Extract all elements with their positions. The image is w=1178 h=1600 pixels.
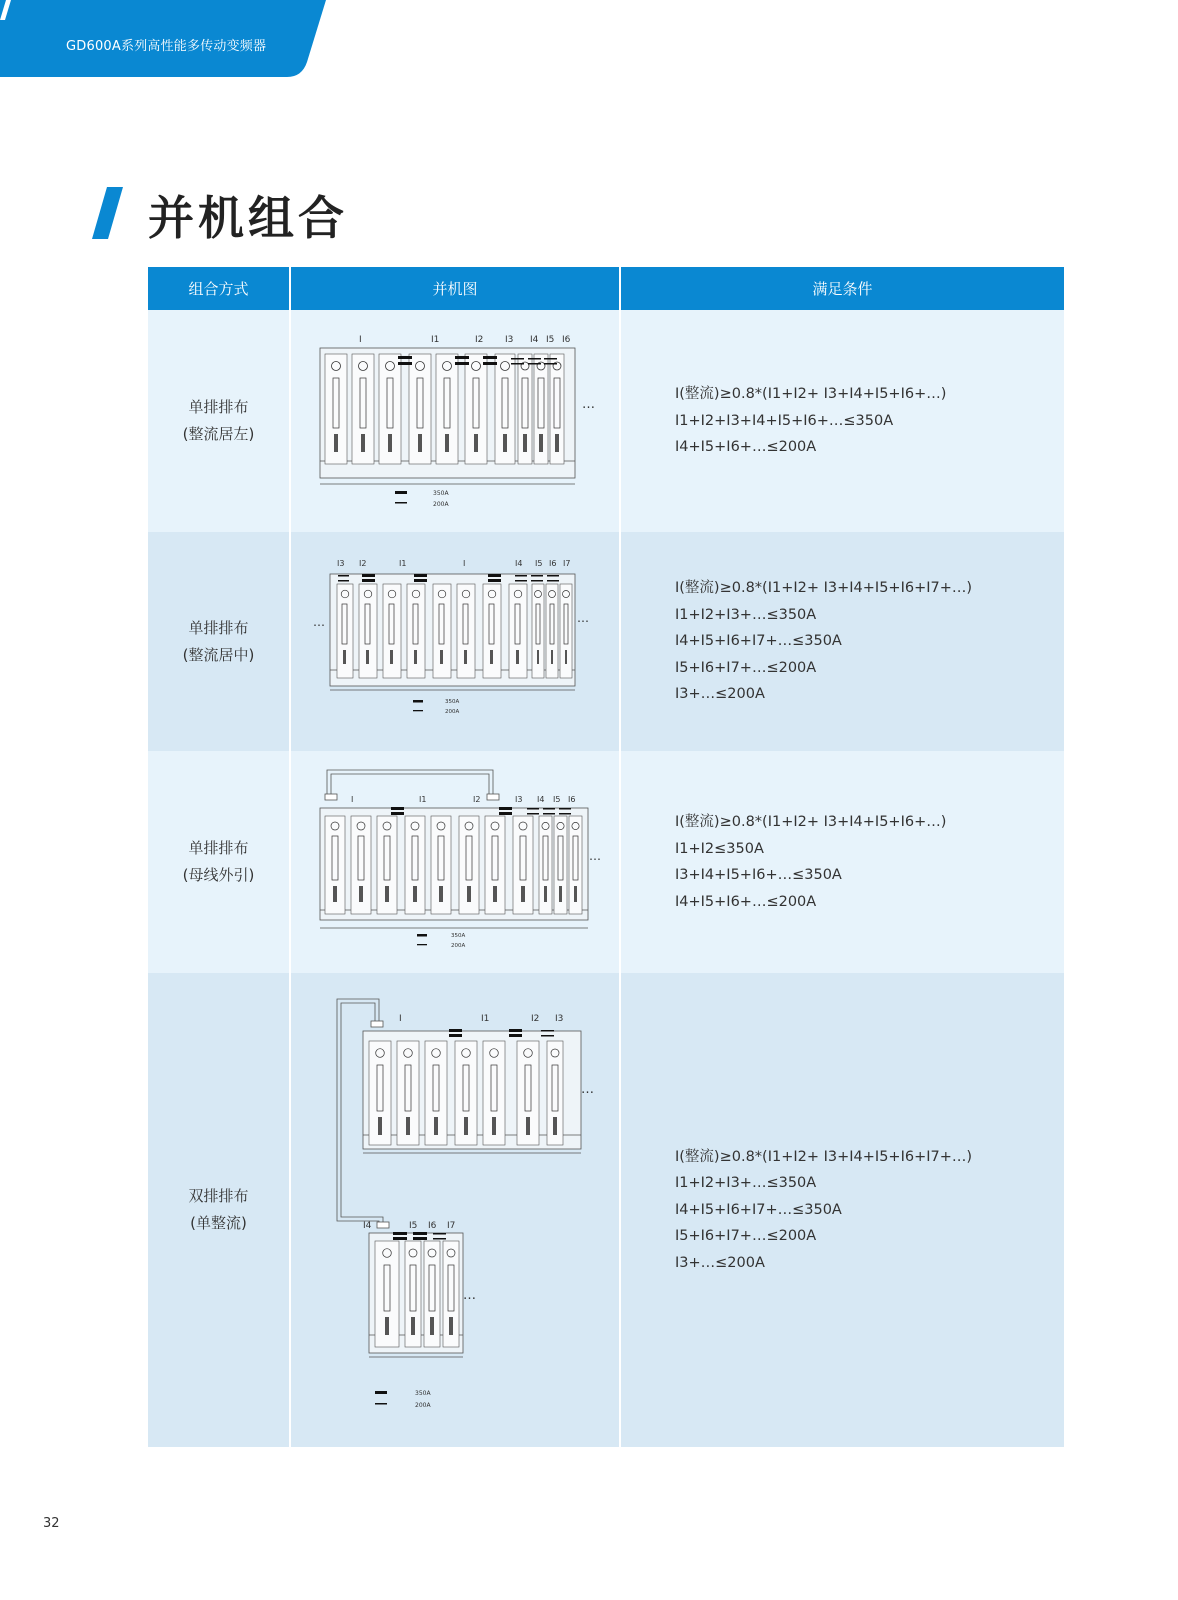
busbar-200a — [527, 813, 539, 815]
module-unit — [457, 584, 475, 678]
legend-200a-swatch — [395, 502, 407, 504]
condition-line: I5+I6+I7+…≤200A — [675, 1228, 817, 1245]
title-slash-icon — [92, 187, 124, 239]
mode-sublabel: (单整流) — [190, 1214, 247, 1232]
condition-line: I4+I5+I6+I7+…≤350A — [675, 1201, 842, 1218]
busbar-350a — [391, 812, 404, 815]
legend-350a-swatch — [395, 491, 407, 494]
module-unit — [485, 816, 505, 914]
condition-line: I4+I5+I6+I7+…≤350A — [675, 633, 842, 650]
condition-line: I3+…≤200A — [675, 686, 765, 703]
busbar-350a — [483, 362, 497, 365]
module-unit — [352, 354, 374, 464]
diagram-cell — [290, 751, 620, 973]
busbar-200a — [531, 575, 543, 577]
busbar-350a — [499, 812, 512, 815]
diagram-cell — [290, 310, 620, 532]
module-unit — [547, 1041, 563, 1145]
busbar-350a — [398, 362, 412, 365]
busbar-200a — [559, 813, 571, 815]
ellipsis-mark: … — [577, 610, 589, 625]
table-row — [148, 532, 1064, 751]
busbar-200a — [547, 580, 559, 582]
ellipsis-mark: … — [463, 1288, 476, 1303]
module-unit — [517, 1041, 539, 1145]
condition-line: I1+I2+I3+I4+I5+I6+…≤350A — [675, 412, 894, 429]
current-label: I5 — [535, 558, 543, 568]
header-tab — [0, 0, 335, 77]
busbar-350a — [398, 356, 412, 359]
current-label: I1 — [431, 335, 440, 345]
mode-cell — [148, 310, 290, 532]
condition-line: I(整流)≥0.8*(I1+I2+ I3+I4+I5+I6+…) — [675, 814, 947, 830]
page-number: 32 — [43, 1516, 60, 1531]
busbar-200a — [338, 580, 349, 582]
condition-line: I3+…≤200A — [675, 1254, 765, 1271]
current-label: I1 — [399, 558, 407, 568]
busbar-350a — [414, 579, 427, 582]
busbar-200a — [544, 358, 557, 360]
legend-350a-label: 350A — [415, 1390, 431, 1397]
mode-label: 单排排布 — [188, 618, 249, 637]
busbar-200a — [433, 1233, 446, 1235]
condition-line: I3+I4+I5+I6+…≤350A — [675, 867, 842, 883]
parallel-diagram — [305, 985, 605, 1435]
module-unit — [379, 354, 401, 464]
busbar-350a — [483, 356, 497, 359]
conditions-cell — [620, 973, 1064, 1447]
condition-line: I1+I2≤350A — [675, 840, 764, 857]
mode-cell — [148, 532, 290, 751]
current-label: I5 — [409, 1221, 418, 1231]
busbar-200a — [528, 363, 541, 365]
module-units — [369, 1041, 563, 1145]
busbar-350a — [393, 1232, 407, 1235]
current-label: I5 — [546, 335, 555, 345]
module-unit — [539, 816, 552, 914]
module-unit — [509, 584, 527, 678]
header-slash-icon — [0, 0, 12, 20]
module-unit — [569, 816, 582, 914]
module-unit — [483, 584, 501, 678]
current-label: I4 — [537, 794, 545, 804]
current-label: I5 — [553, 794, 561, 804]
legend-200a-label: 200A — [433, 501, 449, 508]
module-unit — [431, 816, 451, 914]
busbar-350a — [413, 1232, 427, 1235]
current-label: I2 — [359, 558, 367, 568]
current-label: I3 — [505, 335, 514, 345]
module-unit — [409, 354, 431, 464]
module-unit — [546, 584, 558, 678]
conditions-cell — [620, 751, 1064, 973]
diagram-cell — [290, 532, 620, 751]
table-row — [148, 751, 1064, 973]
current-label: I2 — [531, 1014, 540, 1024]
mode-cell — [148, 973, 290, 1447]
mode-label: 单排排布 — [188, 398, 249, 416]
current-label: I3 — [515, 794, 523, 804]
module-unit — [405, 1241, 421, 1347]
mode-label: 单排排布 — [188, 839, 249, 857]
busbar-350a — [499, 807, 512, 810]
condition-line: I1+I2+I3+…≤350A — [675, 606, 817, 623]
current-label: I4 — [515, 558, 523, 568]
mode-sublabel: (整流居左) — [182, 425, 255, 443]
module-unit — [518, 354, 532, 464]
busbar-350a — [362, 579, 375, 582]
legend-350a-swatch — [375, 1391, 387, 1394]
busbar-350a — [413, 1237, 427, 1240]
diagram-cell — [290, 973, 620, 1447]
busbar-200a — [528, 358, 541, 360]
module-unit — [351, 816, 371, 914]
current-label: I — [359, 335, 362, 345]
module-unit — [337, 584, 353, 678]
ellipsis-mark: … — [581, 1082, 594, 1097]
busbar-200a — [515, 580, 527, 582]
current-label: I — [399, 1014, 402, 1024]
module-unit — [513, 816, 533, 914]
column-header-conditions: 满足条件 — [620, 267, 1064, 310]
busbar-200a — [559, 808, 571, 810]
parallel-diagram — [305, 326, 605, 516]
busbar-350a — [449, 1034, 462, 1037]
module-unit — [483, 1041, 505, 1145]
header-label: GD600A系列高性能多传动变频器 — [66, 39, 267, 54]
legend-200a-label: 200A — [445, 708, 460, 715]
module-unit — [433, 584, 451, 678]
mode-label: 双排排布 — [188, 1187, 249, 1205]
condition-line: I(整流)≥0.8*(I1+I2+ I3+I4+I5+I6+…) — [675, 386, 947, 403]
column-header-mode: 组合方式 — [148, 267, 290, 310]
current-label: I4 — [530, 335, 539, 345]
mode-sublabel: (整流居中) — [182, 645, 255, 664]
mode-cell — [148, 751, 290, 973]
condition-line: I4+I5+I6+…≤200A — [675, 439, 817, 456]
legend-200a-swatch — [375, 1403, 387, 1405]
page-title: 并机组合 — [148, 191, 348, 245]
column-header-diagram: 并机图 — [290, 267, 620, 310]
legend-350a-label: 350A — [451, 932, 466, 939]
module-unit — [397, 1041, 419, 1145]
module-unit — [550, 354, 564, 464]
conditions-cell — [620, 532, 1064, 751]
module-unit — [407, 584, 425, 678]
module-unit — [554, 816, 567, 914]
legend-350a-label: 350A — [433, 490, 449, 497]
module-unit — [495, 354, 515, 464]
legend-350a-label: 350A — [445, 698, 460, 705]
busbar-350a — [509, 1029, 522, 1032]
busbar-200a — [544, 363, 557, 365]
legend-200a-label: 200A — [415, 1402, 431, 1409]
busbar-350a — [449, 1029, 462, 1032]
module-unit — [532, 584, 544, 678]
busbar-350a — [414, 574, 427, 577]
busbar-200a — [543, 813, 555, 815]
conditions-cell — [620, 310, 1064, 532]
current-label: I7 — [563, 558, 571, 568]
busbar-350a — [488, 579, 501, 582]
busbar-200a — [527, 808, 539, 810]
busbar-350a — [488, 574, 501, 577]
busbar-350a — [391, 807, 404, 810]
module-unit — [560, 584, 572, 678]
legend-200a-label: 200A — [451, 942, 466, 949]
current-label: I2 — [473, 794, 481, 804]
module-unit — [425, 1041, 447, 1145]
current-label: I6 — [549, 558, 557, 568]
module-unit — [359, 584, 377, 678]
module-unit — [455, 1041, 477, 1145]
module-unit — [375, 1241, 399, 1347]
module-unit — [534, 354, 548, 464]
current-label: I7 — [447, 1221, 456, 1231]
current-label: I6 — [568, 794, 576, 804]
busbar-200a — [433, 1238, 446, 1240]
legend-200a-swatch — [417, 944, 427, 945]
condition-line: I5+I6+I7+…≤200A — [675, 659, 817, 676]
ellipsis-mark: … — [582, 397, 595, 412]
busbar-350a — [393, 1237, 407, 1240]
busbar-200a — [338, 575, 349, 577]
busbar-200a — [543, 808, 555, 810]
mode-sublabel: (母线外引) — [182, 866, 255, 884]
module-units — [375, 1241, 459, 1347]
condition-line: I1+I2+I3+…≤350A — [675, 1175, 817, 1192]
current-label: I1 — [419, 794, 427, 804]
busbar-200a — [541, 1030, 554, 1032]
module-unit — [405, 816, 425, 914]
module-unit — [369, 1041, 391, 1145]
module-unit — [465, 354, 487, 464]
module-unit — [325, 354, 347, 464]
module-unit — [377, 816, 397, 914]
legend-350a-swatch — [417, 934, 427, 937]
ellipsis-mark: … — [589, 848, 601, 863]
current-label: I — [351, 794, 354, 804]
condition-line: I4+I5+I6+…≤200A — [675, 893, 817, 910]
legend-350a-swatch — [413, 700, 423, 703]
module-unit — [436, 354, 458, 464]
busbar-350a — [455, 356, 469, 359]
condition-line: I(整流)≥0.8*(I1+I2+ I3+I4+I5+I6+I7+…) — [675, 1148, 973, 1165]
current-label: I6 — [428, 1221, 437, 1231]
busbar-350a — [455, 362, 469, 365]
current-label: I3 — [337, 558, 345, 568]
ellipsis-mark: … — [313, 614, 325, 629]
parallel-diagram — [305, 760, 605, 965]
current-label: I1 — [481, 1014, 490, 1024]
table-row — [148, 973, 1064, 1447]
parallel-diagram — [305, 552, 605, 732]
module-unit — [383, 584, 401, 678]
current-label: I4 — [363, 1221, 372, 1231]
busbar-350a — [509, 1034, 522, 1037]
current-label: I2 — [475, 335, 484, 345]
current-label: I6 — [562, 335, 571, 345]
current-label: I — [463, 558, 466, 568]
parallel-combination-table — [148, 267, 1064, 1447]
busbar-200a — [547, 575, 559, 577]
busbar-350a — [362, 574, 375, 577]
busbar-200a — [511, 363, 524, 365]
busbar-200a — [531, 580, 543, 582]
module-unit — [443, 1241, 459, 1347]
module-unit — [424, 1241, 440, 1347]
busbar-200a — [541, 1035, 554, 1037]
busbar-200a — [515, 575, 527, 577]
busbar-200a — [511, 358, 524, 360]
current-label: I3 — [555, 1014, 564, 1024]
module-units — [325, 354, 564, 464]
module-unit — [325, 816, 345, 914]
table-row — [148, 310, 1064, 532]
legend-200a-swatch — [413, 710, 423, 711]
condition-line: I(整流)≥0.8*(I1+I2+ I3+I4+I5+I6+I7+…) — [675, 580, 973, 597]
module-unit — [459, 816, 479, 914]
table-header-row — [148, 267, 1064, 310]
